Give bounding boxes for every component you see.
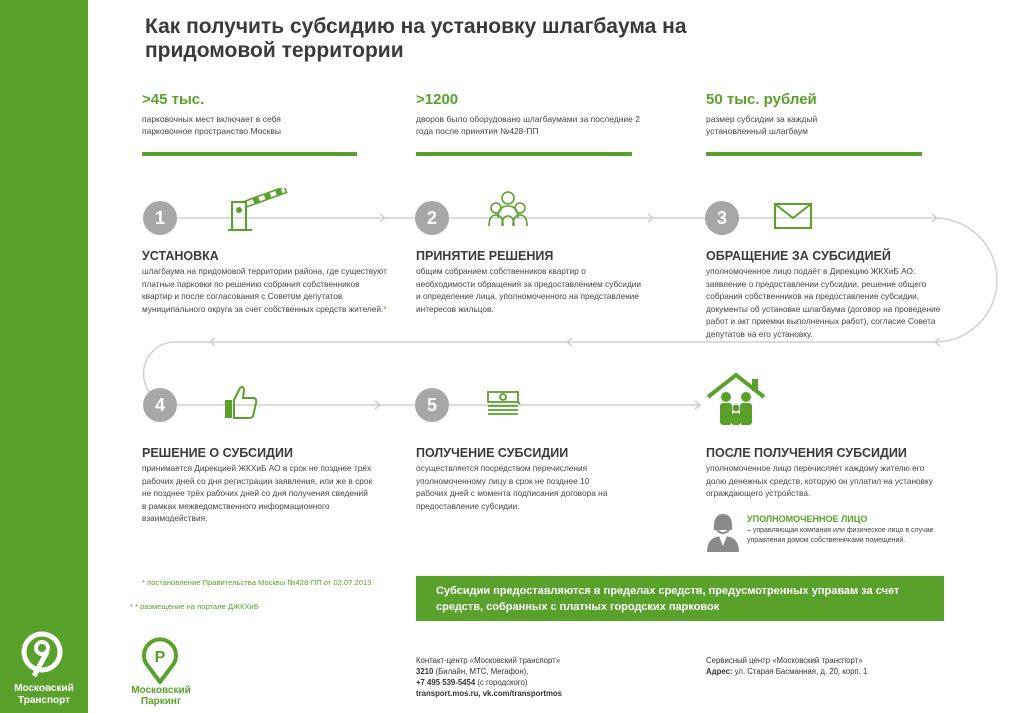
city-phone-note: (с городского) bbox=[475, 678, 528, 687]
footnote-1 bbox=[142, 578, 372, 589]
stat-text-1: парковочных мест включает в себя парковочное пространство Москвы bbox=[142, 114, 281, 136]
contact-center-block bbox=[416, 655, 666, 699]
step-2-title: ПРИНЯТИЕ РЕШЕНИЯ bbox=[416, 249, 554, 263]
authorized-title: УПОЛНОМОЧЕННОЕ ЛИЦО bbox=[747, 514, 868, 524]
step-3-text: уполномоченное лицо подаёт в Дирекцию ЖКХиБ АО: заявление о предоставлении субсидии, решение общего собрания собственников на предоставление субсидии, документы об установке шлагбаума (договор на проведение работ и акт приемки выполненных работ), согласие Совета депутатов на его установку. bbox=[706, 266, 941, 339]
svg-text:P: P bbox=[154, 649, 166, 666]
thumbs-up-icon bbox=[224, 384, 258, 420]
stat-bar-3 bbox=[706, 152, 922, 156]
short-phone-operators: (Билайн, МТС, Мегафон), bbox=[433, 667, 529, 676]
service-center-block bbox=[706, 655, 956, 677]
barrier-gate-icon bbox=[228, 188, 290, 232]
stat-bar-2 bbox=[416, 152, 632, 156]
money-stack-icon bbox=[486, 390, 522, 418]
page-title: Как получить субсидию на установку шлагбаума на придомовой территории bbox=[145, 15, 687, 62]
info-banner-text: Субсидии предоставляются в пределах средств, предусмотренных управам за счет средств, собранных с платных городских парковок bbox=[436, 585, 900, 613]
step-6-title: ПОСЛЕ ПОЛУЧЕНИЯ СУБСИДИИ bbox=[706, 446, 907, 460]
moscow-parking-logo-icon bbox=[140, 636, 180, 684]
footnote-2-mark: * * bbox=[130, 602, 139, 611]
authorized-person-icon bbox=[706, 512, 740, 552]
brand-sidebar bbox=[0, 0, 88, 713]
footnote-2-text: размещение на портале ДЖКХиБ bbox=[140, 602, 259, 611]
stat-value-3: 50 тыс. рублей bbox=[706, 91, 817, 108]
step-1-text: шлагбаума на придомовой территории района, где существуют платные парковки по решению собрания собственников квартир и после согласования с Советом депутатов муниципального округа за счет собственных средств жителей.* bbox=[142, 266, 387, 314]
contact-websites: transport.mos.ru, vk.com/transportmos bbox=[416, 689, 563, 698]
step-4-title: РЕШЕНИЕ О СУБСИДИИ bbox=[142, 446, 293, 460]
stat-bar-1 bbox=[142, 152, 357, 156]
footnote-mark-1: * bbox=[383, 303, 387, 314]
footnote-2 bbox=[130, 602, 370, 613]
stat-text-2: дворов было оборудовано шлагбаумами за последние 2 года после принятия №428-ПП bbox=[416, 114, 640, 136]
city-phone-number: +7 495 539-5454 bbox=[416, 678, 476, 687]
address-label: Адрес: bbox=[706, 667, 733, 676]
mp-logo-line1: Московский bbox=[131, 685, 191, 696]
step-1-title: УСТАНОВКА bbox=[142, 249, 219, 263]
step-6-text: уполномоченное лицо перечисляет каждому жителю его долю денежных средств, которую он уплатил на установку ограждающего устройства. bbox=[706, 463, 933, 498]
family-house-icon bbox=[706, 373, 768, 427]
footnote-1-text: постановление Правительства Москвы №428-ПП от 02.07.2013 bbox=[147, 578, 372, 587]
mt-logo-line2: Транспорт bbox=[17, 695, 71, 706]
footnote-1-mark: * bbox=[142, 578, 145, 587]
step-5-number: 5 bbox=[415, 388, 449, 422]
moscow-transport-logo-icon bbox=[14, 630, 70, 682]
stat-text-3: размер субсидии за каждый установленный шлагбаум bbox=[706, 114, 818, 136]
step-3-number: 3 bbox=[705, 201, 739, 235]
step-2-number: 2 bbox=[415, 201, 449, 235]
service-center-title: Сервисный центр «Московский транспорт» bbox=[706, 656, 863, 665]
address-value: ул. Старая Басманная, д. 20, корп. 1 bbox=[732, 667, 868, 676]
step-4-number: 4 bbox=[143, 388, 177, 422]
step-5-title: ПОЛУЧЕНИЕ СУБСИДИИ bbox=[416, 446, 569, 460]
step-2-text: общим собранием собственников квартир о необходимости обращения за предоставлением субсидии и определение лица, уполномоченного на представление интересов жильцов. bbox=[416, 266, 642, 314]
step-5-text: осуществляется посредством перечисления уполномоченному лицу в срок не позднее 10 рабочих дней с момента подписания договора на предоставление субсидии. bbox=[416, 463, 608, 511]
short-phone-number: 3210 bbox=[416, 667, 434, 676]
step-3-title: ОБРАЩЕНИЕ ЗА СУБСИДИЕЙ bbox=[706, 249, 891, 263]
mp-logo-line2: Паркинг bbox=[140, 696, 182, 707]
contact-center-title: Контакт-центр «Московский транспорт» bbox=[416, 656, 561, 665]
stat-value-2: >1200 bbox=[416, 91, 459, 108]
stat-value-1: >45 тыс. bbox=[142, 91, 205, 108]
step-4-text: принимается Дирекцией ЖКХиБ АО в срок не позднее трёх рабочих дней со дня регистрации заявления, или же в срок не позднее трёх рабочих дней со дня получения сведений в рамках межведомственного информационного взаимодействия. bbox=[142, 463, 373, 523]
residents-group-icon bbox=[488, 188, 528, 230]
envelope-icon bbox=[774, 203, 812, 229]
step-1-number: 1 bbox=[143, 201, 177, 235]
authorized-text: – управляющая компания или физическое лицо в случае управления домом собственниками помещений. bbox=[747, 527, 934, 544]
mt-logo-line1: Московский bbox=[14, 683, 74, 694]
